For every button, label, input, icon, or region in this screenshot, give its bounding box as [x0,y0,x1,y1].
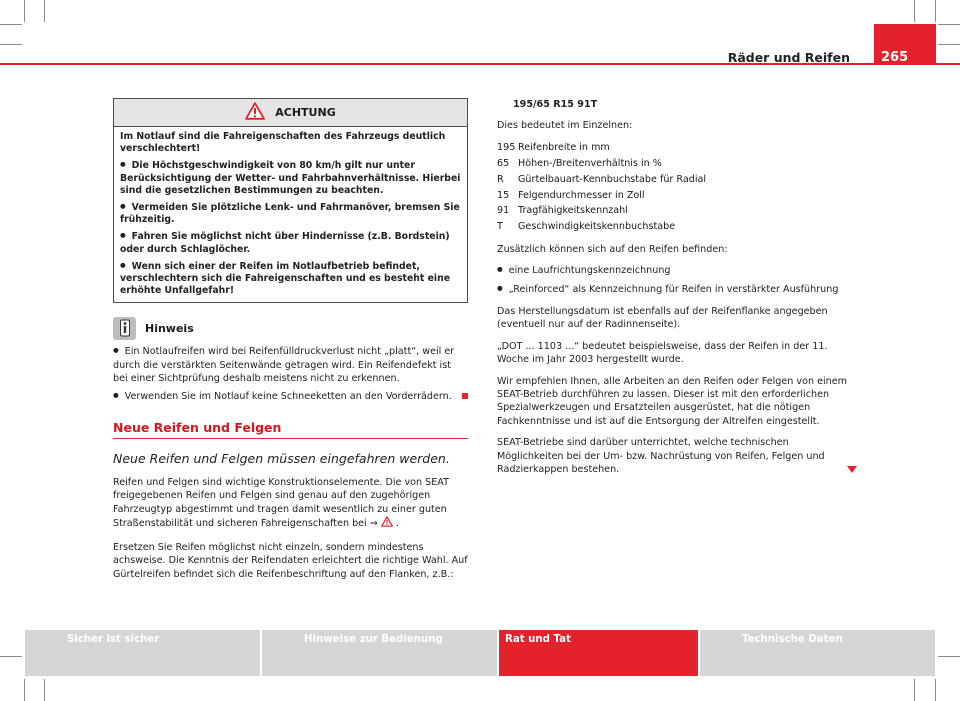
crop-mark [44,679,45,701]
spec-value: Geschwindigkeitskennbuchstabe [518,220,676,232]
spec-key: 65 [497,158,510,170]
spec-value: Reifenbreite in mm [518,142,610,154]
crop-mark [914,0,915,22]
spec-key: T [497,220,503,232]
spec-value: Gürtelbauart-Kennbuchstabe für Radial [518,173,707,185]
warning-item: ● Die Höchstgeschwindigkeit von 80 km/h gilt nur unter Berücksichtigung der Wetter- und Fahrbahnverhältnisse. Hierbei sind die gesetzlichen Bestimmungen zu beachten. [120,158,461,197]
spec-row [497,219,853,235]
footer-tab-advice[interactable]: Rat und Tat [499,630,698,676]
crop-mark [935,0,936,22]
spec-key: 91 [497,205,510,217]
section-heading: Neue Reifen und Felgen [113,420,468,439]
paragraph: Zusätzlich können sich auf den Reifen befinden: [497,243,728,255]
spec-value: Höhen-/Breitenverhältnis in % [518,158,662,170]
paragraph: Dies bedeutet im Einzelnen: [497,120,633,131]
paragraph: „DOT ... 1103 ...“ bedeutet beispielsweise, dass der Reifen in der 11. Woche im Jahr 2003 hergestellt wurde. [497,340,828,366]
warning-reference-icon[interactable] [381,518,396,529]
crop-mark [914,679,915,701]
warning-item: ● Vermeiden Sie plötzliche Lenk- und Fahrmanöver, bremsen Sie frühzeitig. [120,200,461,226]
crop-mark [938,44,960,45]
warning-body [114,127,467,302]
page-number: 265 [874,24,936,65]
crop-mark [0,656,22,657]
extra-markings-list [497,262,853,297]
spec-key: 15 [497,189,510,201]
spec-row [497,188,853,204]
crop-mark [935,679,936,701]
paragraph: Das Herstellungsdatum ist ebenfalls auf der Reifenflanke angegeben (eventuell nur auf der Radinnenseite). [497,306,828,331]
spec-key: 195 [497,142,516,154]
note-item-text: ● Verwenden Sie im Notlauf keine Schneeketten an den Vorderrädern. [113,389,452,403]
list-item: ● „Reinforced“ als Kennzeichnung für Reifen in verstärkter Ausführung [497,281,853,297]
section-body [113,476,468,581]
section-title: Räder und Reifen [727,50,850,65]
spec-value: Felgendurchmesser in Zoll [518,189,645,201]
spec-row [497,203,853,219]
crop-mark [24,0,25,22]
crop-mark [44,0,45,22]
warning-triangle-icon [245,102,265,124]
tire-spec-table [497,140,853,234]
section-subtitle: Neue Reifen und Felgen müssen eingefahren werden. [113,451,450,467]
continue-arrow-icon [847,466,857,473]
spec-key: R [497,173,504,185]
footer-tab-safety[interactable]: Sicher ist sicher [25,630,260,676]
footer-tab-technical-data[interactable]: Technische Daten [700,630,935,676]
note-item-last [113,389,468,403]
paragraph: Wir empfehlen Ihnen, alle Arbeiten an den Reifen oder Felgen von einem SEAT-Betrieb durchführen zu lassen. Dieser ist mit den erforderlichen Spezialwerkzeugen und Ersatzteilen ausgerüstet, hat die nötigen Fachkenntnisse und ist auf die Entsorgung der Altreifen eingestellt. [497,375,847,427]
note-item: ● Ein Notlaufreifen wird bei Reifenfülldruckverlust nicht „platt“, weil er durch die verstärkten Seitenwände getragen wird. Ein Reifendefekt ist bei einer Sichtprüfung deshalb meistens nicht zu erkennen. [113,344,468,385]
info-note-icon [113,317,136,340]
spec-value: Tragfähigkeitskennzahl [518,205,628,217]
paragraph-text: SEAT-Betriebe sind darüber unterrichtet, welche technischen Möglichkeiten bei der Um- bzw. Nachrüstung von Reifen, Felgen und Radzierkappen bestehen. [497,437,825,476]
note-title: Hinweis [145,321,194,335]
right-column [497,98,853,477]
warning-item: ● Fahren Sie möglichst nicht über Hindernisse (z.B. Bordstein) oder durch Schlaglöcher. [120,229,461,255]
note-header [113,315,468,341]
warning-title: ACHTUNG [275,106,336,119]
footer-nav [25,630,935,676]
tire-code: 195/65 R15 91T [513,99,598,110]
note-body [113,344,468,403]
warning-header [114,99,467,127]
paragraph: Ersetzen Sie Reifen möglichst nicht einzeln, sondern mindestens achsweise. Die Kenntnis der Reifendaten erleichtert die richtige Wahl. Auf Gürtelreifen befindet sich die Reifenbeschriftung auf den Flanken, z.B.: [113,541,468,580]
crop-mark [0,24,22,25]
section-end-icon [462,393,468,399]
left-column [113,98,468,581]
spec-row [497,156,853,172]
spec-row [497,140,853,156]
paragraph: Reifen und Felgen sind wichtige Konstruktionselemente. Die von SEAT freigegebenen Reifen und Felgen sind genau auf den zugehörigen Fahrzeugtyp abgestimmt und tragen damit wesentlich zu einer guten Straßenstabilität und sicheren Fahreigenschaften bei ⇒ . [113,477,449,530]
crop-mark [0,44,22,45]
footer-tab-operation[interactable]: Hinweise zur Bedienung [262,630,497,676]
crop-mark [938,656,960,657]
warning-intro: Im Notlauf sind die Fahreigenschaften des Fahrzeugs deutlich verschlechtert! [120,131,446,155]
list-item: ● eine Laufrichtungskennzeichnung [497,262,853,278]
crop-mark [938,24,960,25]
paragraph-text: Reifen und Felgen sind wichtige Konstruktionselemente. Die von SEAT freigegebenen Reifen und Felgen sind genau auf den zugehörigen Fahrzeugtyp abgestimmt und tragen damit wesentlich zu einer guten Straßenstabilität und sicheren Fahreigenschaften bei ⇒ [113,477,449,530]
crop-mark [24,679,25,701]
warning-box [113,98,468,303]
warning-item: ● Wenn sich einer der Reifen im Notlaufbetrieb befindet, verschlechtern sich die Fahreigenschaften und es besteht eine erhöhte Unfallgefahr! [120,259,461,298]
paragraph-with-continue [497,436,853,476]
spec-row [497,172,853,188]
